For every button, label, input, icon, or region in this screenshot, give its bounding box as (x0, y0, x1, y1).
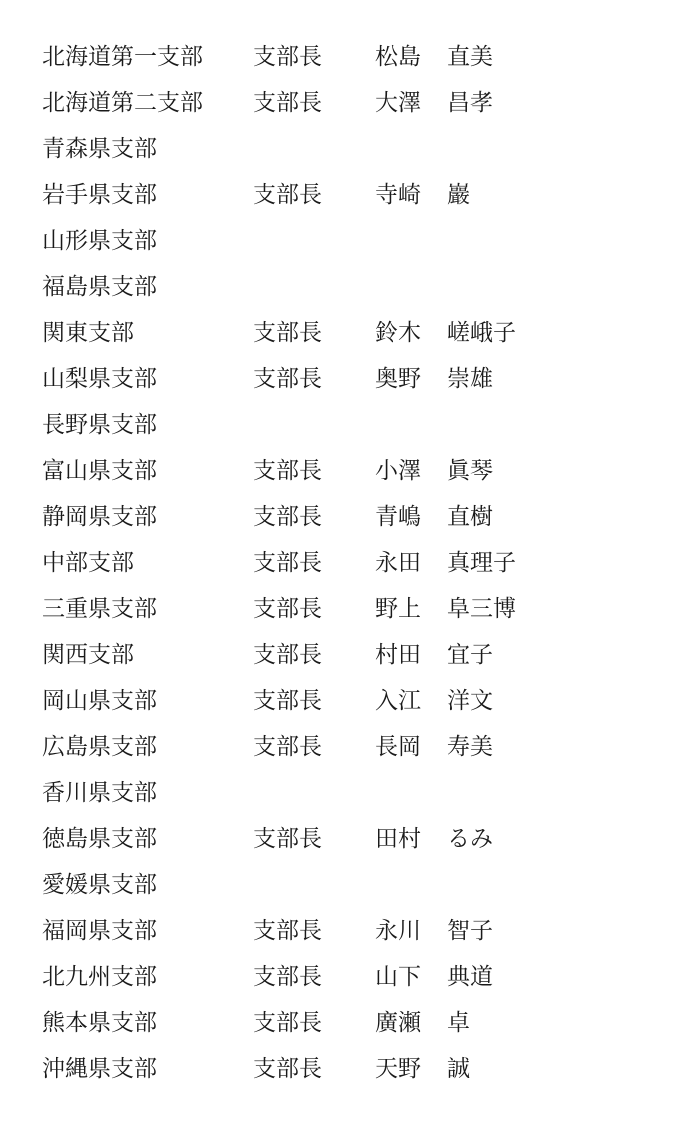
leader-given-name: 阜三博 (447, 596, 516, 622)
branch-row (42, 218, 680, 264)
role-label: 支部長 (253, 964, 322, 990)
branch-row (42, 724, 680, 770)
leader-given-name: 昌孝 (447, 90, 493, 116)
branch-row (42, 632, 680, 678)
branch-name: 三重県支部 (42, 596, 157, 622)
branch-row (42, 862, 680, 908)
role-label: 支部長 (253, 734, 322, 760)
branch-name: 香川県支部 (42, 780, 157, 806)
leader-given-name: 智子 (447, 918, 493, 944)
leader-given-name: 嵯峨子 (447, 320, 516, 346)
leader-given-name: 寿美 (447, 734, 493, 760)
branch-name: 徳島県支部 (42, 826, 157, 852)
role-label: 支部長 (253, 1056, 322, 1082)
leader-given-name: 典道 (447, 964, 493, 990)
leader-surname: 山下 (375, 964, 421, 990)
branch-row (42, 126, 680, 172)
leader-surname: 大澤 (375, 90, 421, 116)
branch-name: 岩手県支部 (42, 182, 157, 208)
branch-name: 北海道第一支部 (42, 44, 203, 70)
branch-row (42, 954, 680, 1000)
branch-row (42, 172, 680, 218)
branch-name: 青森県支部 (42, 136, 157, 162)
branch-name: 福島県支部 (42, 274, 157, 300)
role-label: 支部長 (253, 366, 322, 392)
role-label: 支部長 (253, 44, 322, 70)
branch-name: 山形県支部 (42, 228, 157, 254)
branch-row (42, 80, 680, 126)
branch-name: 熊本県支部 (42, 1010, 157, 1036)
leader-surname: 永田 (375, 550, 421, 576)
role-label: 支部長 (253, 504, 322, 530)
branch-row (42, 678, 680, 724)
role-label: 支部長 (253, 826, 322, 852)
leader-surname: 野上 (375, 596, 421, 622)
role-label: 支部長 (253, 458, 322, 484)
leader-given-name: 誠 (447, 1056, 470, 1082)
branch-row (42, 816, 680, 862)
branch-name: 福岡県支部 (42, 918, 157, 944)
branch-row (42, 356, 680, 402)
branch-row (42, 494, 680, 540)
leader-surname: 永川 (375, 918, 421, 944)
branch-row (42, 402, 680, 448)
role-label: 支部長 (253, 1010, 322, 1036)
branch-name: 北九州支部 (42, 964, 157, 990)
leader-given-name: 直樹 (447, 504, 493, 530)
branch-name: 山梨県支部 (42, 366, 157, 392)
leader-surname: 廣瀬 (375, 1010, 421, 1036)
branch-name: 関西支部 (42, 642, 134, 668)
leader-surname: 田村 (375, 826, 421, 852)
leader-given-name: 眞琴 (447, 458, 493, 484)
leader-surname: 村田 (375, 642, 421, 668)
leader-surname: 青嶋 (375, 504, 421, 530)
branch-name: 岡山県支部 (42, 688, 157, 714)
leader-given-name: 直美 (447, 44, 493, 70)
branch-row (42, 770, 680, 816)
role-label: 支部長 (253, 182, 322, 208)
role-label: 支部長 (253, 90, 322, 116)
leader-given-name: るみ (447, 826, 493, 852)
leader-given-name: 真理子 (447, 550, 516, 576)
role-label: 支部長 (253, 596, 322, 622)
branch-name: 北海道第二支部 (42, 90, 203, 116)
branch-name: 関東支部 (42, 320, 134, 346)
role-label: 支部長 (253, 688, 322, 714)
leader-surname: 鈴木 (375, 320, 421, 346)
branch-row (42, 1000, 680, 1046)
branch-row (42, 908, 680, 954)
branch-row (42, 448, 680, 494)
role-label: 支部長 (253, 642, 322, 668)
branch-name: 沖縄県支部 (42, 1056, 157, 1082)
branch-name: 広島県支部 (42, 734, 157, 760)
leader-surname: 入江 (375, 688, 421, 714)
role-label: 支部長 (253, 918, 322, 944)
branch-row (42, 34, 680, 80)
leader-surname: 天野 (375, 1056, 421, 1082)
leader-surname: 奥野 (375, 366, 421, 392)
leader-given-name: 巖 (447, 182, 470, 208)
branch-name: 長野県支部 (42, 412, 157, 438)
branch-row (42, 264, 680, 310)
branch-name: 富山県支部 (42, 458, 157, 484)
branch-name: 愛媛県支部 (42, 872, 157, 898)
role-label: 支部長 (253, 550, 322, 576)
branch-row (42, 540, 680, 586)
leader-surname: 小澤 (375, 458, 421, 484)
leader-given-name: 崇雄 (447, 366, 493, 392)
leader-given-name: 洋文 (447, 688, 493, 714)
branch-name: 静岡県支部 (42, 504, 157, 530)
role-label: 支部長 (253, 320, 322, 346)
leader-surname: 松島 (375, 44, 421, 70)
branch-row (42, 586, 680, 632)
leader-given-name: 宜子 (447, 642, 493, 668)
branch-row (42, 310, 680, 356)
branch-name: 中部支部 (42, 550, 134, 576)
leader-given-name: 卓 (447, 1010, 470, 1036)
branch-row (42, 1046, 680, 1092)
leader-surname: 長岡 (375, 734, 421, 760)
leader-surname: 寺崎 (375, 182, 421, 208)
